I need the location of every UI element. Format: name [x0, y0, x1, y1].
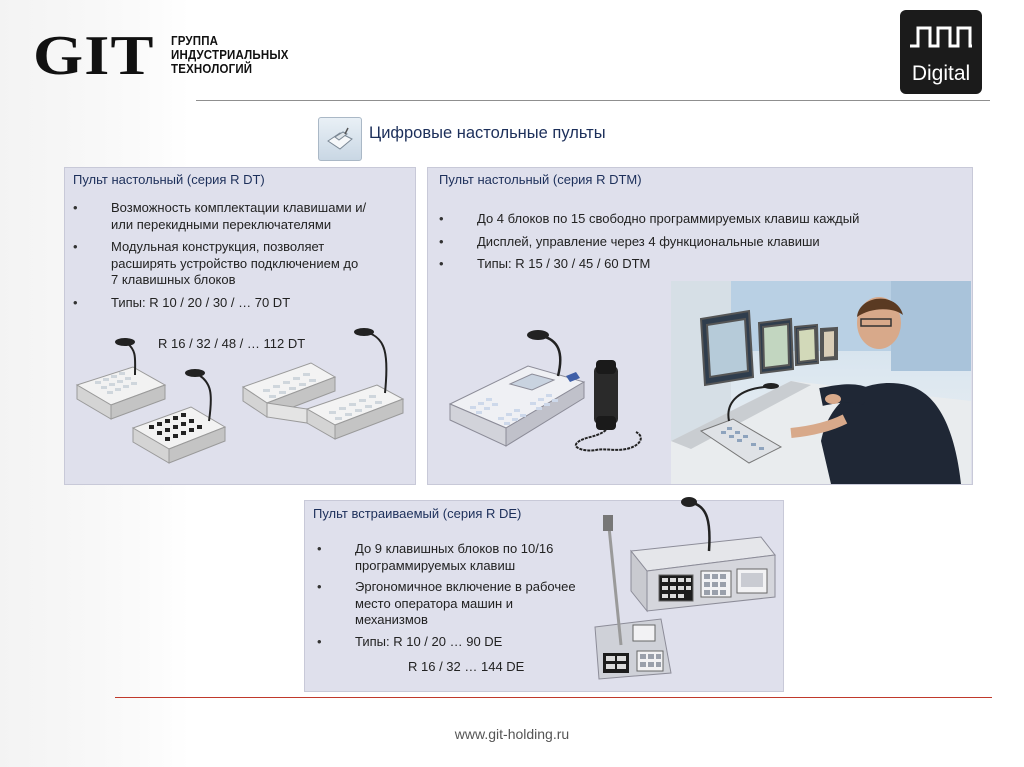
logo-mark: GIT — [33, 25, 155, 87]
feature-list — [317, 541, 585, 650]
footer-divider — [115, 697, 992, 698]
dtm-console-image — [446, 326, 676, 456]
logo-line: ГРУППА — [171, 34, 219, 48]
types-line: R 16 / 32 … 144 DE — [408, 659, 525, 674]
list-item: • До 4 блоков по 15 свободно программируемых клавиш каждый — [439, 211, 860, 226]
feature-list — [439, 211, 919, 273]
bullet-icon: • — [317, 633, 322, 649]
feature-list — [73, 200, 369, 311]
logo-line: ИНДУСТРИАЛЬНЫХ — [171, 48, 289, 62]
list-item: • Дисплей, управление через 4 функциональные клавиши — [439, 233, 820, 249]
panel-r-dt — [64, 167, 416, 485]
list-item: • Типы: R 15 / 30 / 45 / 60 DTM — [439, 256, 651, 271]
console-icon — [318, 117, 362, 161]
list-item: • Типы: R 10 / 20 / 30 / … 70 DT — [73, 294, 291, 310]
types-line: R 16 / 32 / 48 / … 112 DT — [158, 336, 306, 351]
page-title: Цифровые настольные пульты — [369, 124, 606, 142]
operator-photo — [671, 281, 971, 484]
bullet-icon: • — [439, 256, 444, 271]
list-item: • Эргономичное включение в рабочее место оператора машин и механизмов — [317, 579, 576, 627]
badge-label: Digital — [911, 62, 971, 85]
bullet-icon: • — [439, 211, 444, 226]
bullet-icon: • — [317, 541, 322, 556]
logo-line: ТЕХНОЛОГИЙ — [171, 62, 253, 76]
desk-console-image — [73, 323, 409, 468]
operator-photo-image — [671, 281, 971, 484]
list-item: • До 9 клавишных блоков по 10/16 программируемых клавиш — [317, 541, 554, 573]
list-item: • Типы: R 10 / 20 … 90 DE — [317, 633, 503, 649]
bullet-icon: • — [73, 294, 78, 310]
list-item: • Возможность комплектации клавишами и/или перекидными переключателями — [73, 200, 367, 232]
footer-url — [0, 726, 1024, 742]
bullet-icon: • — [317, 579, 322, 594]
panel-title: Пульт настольный (серия R DTM) — [439, 172, 642, 187]
list-item: • Модульная конструкция, позволяет расширять устройство подключением до 7 клавишных блоков — [73, 239, 359, 287]
logo-text — [171, 34, 300, 76]
bullet-icon: • — [73, 200, 78, 215]
header-divider — [196, 100, 990, 101]
panel-title: Пульт настольный (серия R DT) — [73, 172, 265, 187]
panel-r-de — [304, 500, 784, 692]
square-wave-icon — [908, 24, 974, 50]
panel-r-dtm — [427, 167, 973, 485]
bullet-icon: • — [73, 239, 78, 254]
website-link[interactable]: www.git-holding.ru — [454, 726, 570, 742]
bullet-icon: • — [439, 233, 444, 249]
built-in-console-image — [585, 487, 781, 687]
digital-badge — [900, 10, 982, 94]
panel-title: Пульт встраиваемый (серия R DE) — [313, 506, 522, 521]
